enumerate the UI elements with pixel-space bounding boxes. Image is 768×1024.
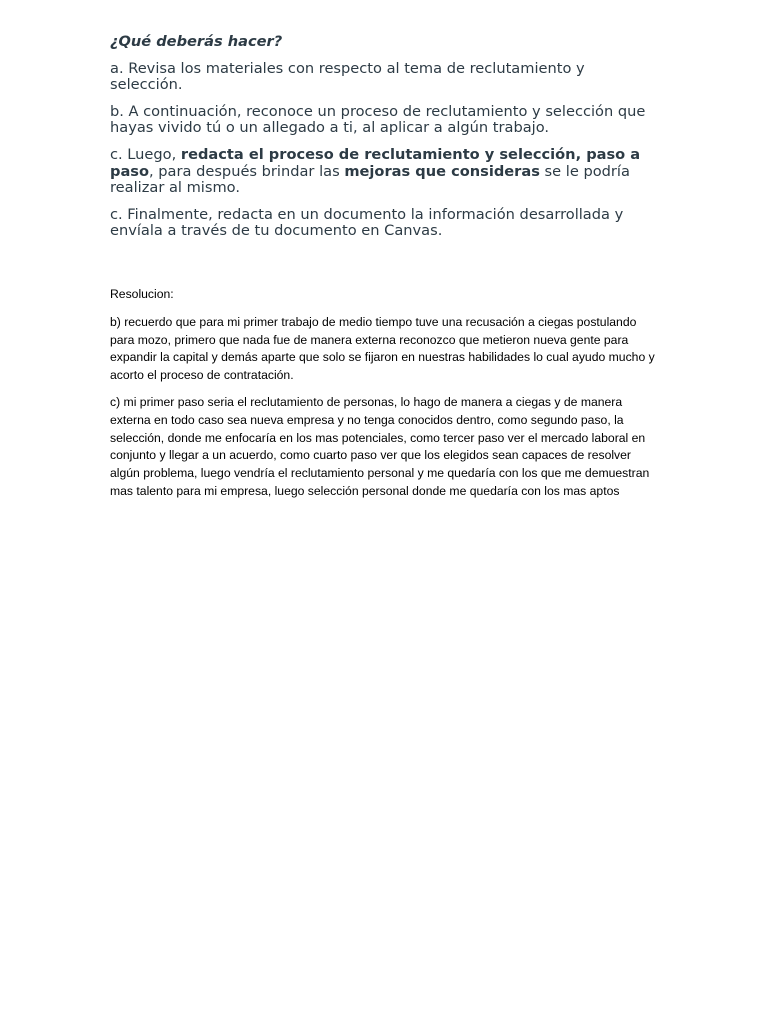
document-page (110, 34, 660, 510)
instructions-section (110, 34, 660, 240)
instruction-item-c-bold-2: mejoras que consideras (344, 162, 540, 180)
instruction-item-c-bold-1: redacta el proceso de reclutamiento y selección, paso a paso (110, 145, 641, 180)
instruction-item-c-prefix: c. Luego, (110, 145, 181, 163)
resolution-paragraph-b: b) recuerdo que para mi primer trabajo de medio tiempo tuve una recusación a ciegas postulando para mozo, primero que nada fue de manera externa reconozco que metieron nueva gente para expandir la capital y demás aparte que solo se fijaron en nuestras habilidades lo cual ayudo mucho y acorto el proceso de contratación. (110, 314, 655, 383)
instruction-item-c-middle: , para después brindar las (149, 162, 345, 180)
resolution-title: Resolucion: (110, 286, 174, 301)
instructions-heading: ¿Qué deberás hacer? (110, 33, 283, 50)
resolution-paragraph-c: c) mi primer paso seria el reclutamiento de personas, lo hago de manera a ciegas y de manera externa en todo caso sea nueva empresa y no tenga conocidos dentro, como segundo paso, la selección, donde me enfocaría en los mas potenciales, como tercer paso ver el mercado laboral en conjunto y llegar a un acuerdo, como cuarto paso ver que los elegidos sean capaces de resolver algún problema, luego vendría el reclutamiento personal y me quedaría con los que me demuestran mas talento para mi empresa, luego selección personal donde me quedaría con los mas aptos (110, 394, 650, 498)
instruction-item-b: b. A continuación, reconoce un proceso de reclutamiento y selección que hayas vivido tú o un allegado a ti, al aplicar a algún trabajo. (110, 102, 646, 137)
instruction-item-c-suffix: se le podría realizar al mismo. (110, 162, 630, 197)
instruction-item-a: a. Revisa los materiales con respecto al tema de reclutamiento y selección. (110, 59, 585, 94)
resolution-section (110, 286, 660, 501)
instruction-item-c (110, 147, 660, 197)
instruction-item-d: c. Finalmente, redacta en un documento la información desarrollada y envíala a través de tu documento en Canvas. (110, 205, 624, 240)
